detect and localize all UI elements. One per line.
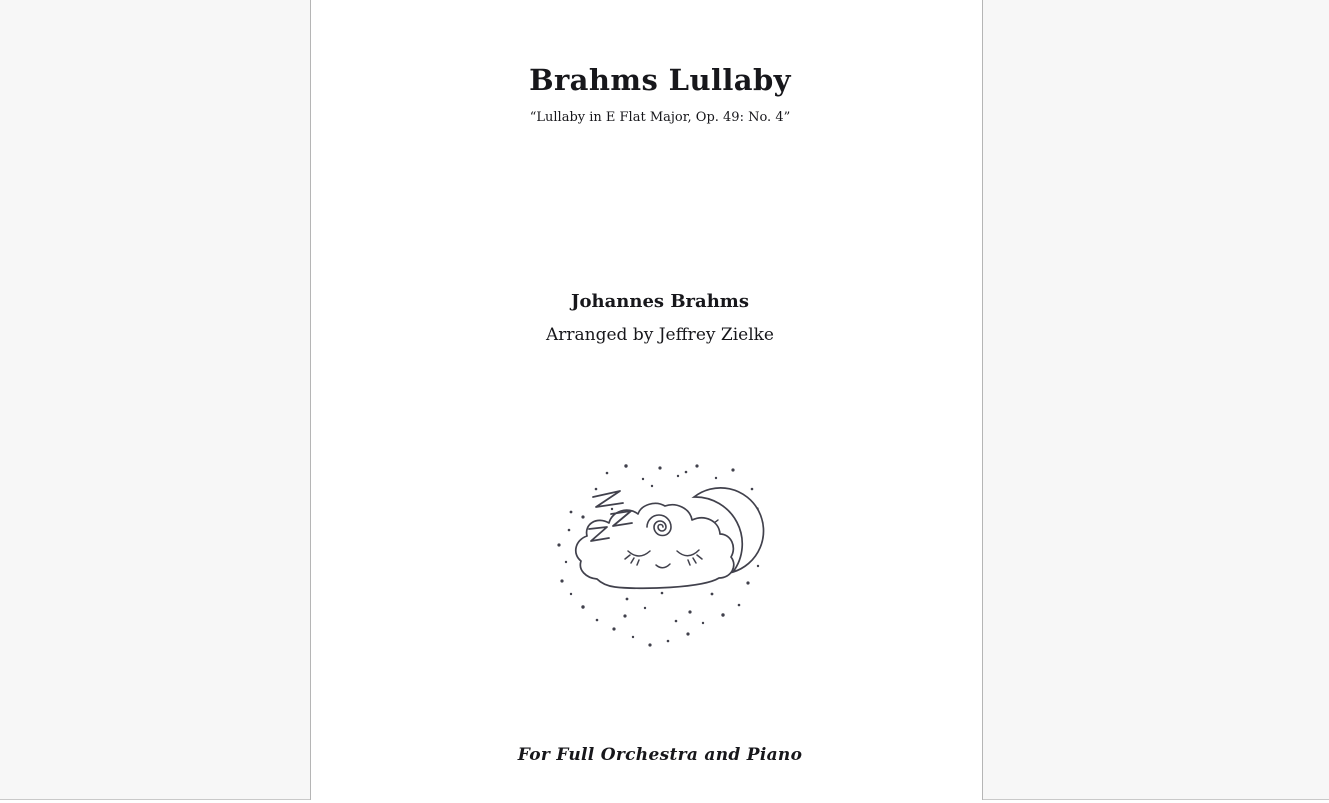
sleeping-cloud bbox=[576, 503, 734, 588]
instrumentation-note: For Full Orchestra and Piano bbox=[517, 745, 803, 765]
score-subtitle: “Lullaby in E Flat Major, Op. 49: No. 4” bbox=[529, 110, 791, 125]
arranger-credit: Arranged by Jeffrey Zielke bbox=[546, 325, 774, 345]
composer-name: Johannes Brahms bbox=[571, 291, 749, 312]
sleeping-cloud-moon-stars-illustration bbox=[554, 454, 766, 650]
score-title-page bbox=[310, 0, 983, 800]
score-title: Brahms Lullaby bbox=[529, 63, 791, 97]
